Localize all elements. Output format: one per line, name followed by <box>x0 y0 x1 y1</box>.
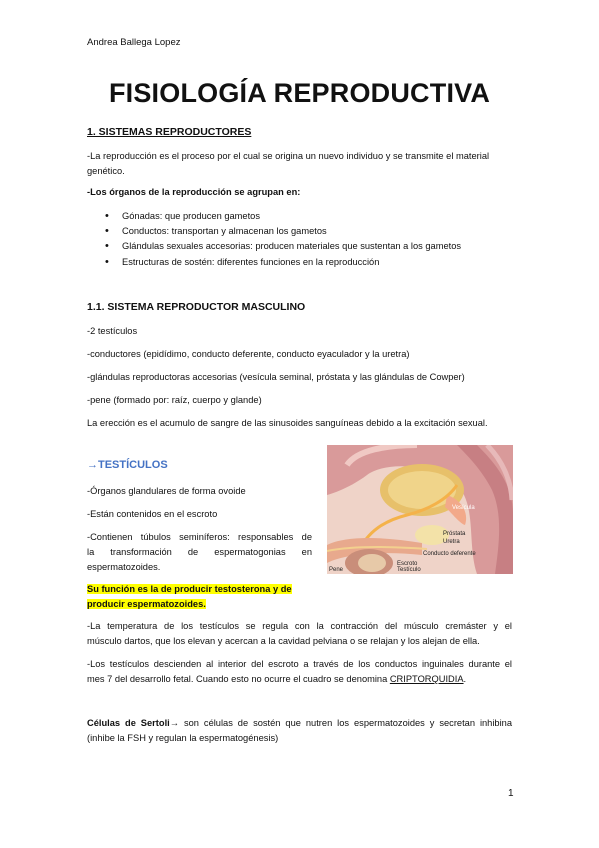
organ-list <box>108 209 461 270</box>
testiculos-heading: →TESTÍCULOS <box>87 459 168 471</box>
section-heading-masculino: 1.1. SISTEMA REPRODUCTOR MASCULINO <box>87 301 306 313</box>
testiculos-p4-l2: músculo dartos, que los elevan y acercan a la cavidad pelviana o se relajan y los alejan de ella. <box>87 636 480 646</box>
sertoli-line-2: (inhibe la FSH y regulan la espermatogénesis) <box>87 733 279 743</box>
highlighted-text: Su función es la de producir testosterona y de <box>87 584 292 594</box>
author-name: Andrea Ballega Lopez <box>87 37 181 48</box>
text-run: . <box>463 674 467 684</box>
testiculos-p1: -Órganos glandulares de forma ovoide <box>87 486 246 496</box>
testiculos-p3-l3: espermatozoides. <box>87 562 161 572</box>
label-escroto: Escroto <box>397 561 418 567</box>
criptorquidia-term: CRIPTORQUIDIA <box>389 674 464 684</box>
label-vesicula: Vesícula <box>452 505 475 511</box>
highlight-line-1 <box>87 582 292 597</box>
page-title: FISIOLOGÍA REPRODUCTIVA <box>108 78 491 108</box>
testiculos-p4-l1: -La temperatura de los testículos se regula con la contracción del músculo cremáster y el <box>87 621 512 631</box>
text-run: son células de sostén que nutren los espermatozoides y secretan inhibina <box>179 718 512 728</box>
testiculos-p3-l2: la transformación de espermatogonias en <box>87 547 312 557</box>
label-conducto-deferente: Conducto deferente <box>423 551 476 557</box>
list-item: • Estructuras de sostén: diferentes funciones en la reproducción <box>108 255 461 270</box>
label-pene: Pene <box>329 567 344 573</box>
label-uretra: Uretra <box>443 539 460 545</box>
testiculos-p2: -Están contenidos en el escroto <box>87 509 218 519</box>
list-item: • Conductos: transportan y almacenan los gametos <box>108 224 461 239</box>
label-testiculo: Testículo <box>397 567 421 573</box>
intro-line-2: genético. <box>87 166 125 176</box>
male-reproductive-illustration <box>327 445 513 574</box>
list-item: • Glándulas sexuales accesorias: producen materiales que sustentan a los gametos <box>108 239 461 254</box>
page-number: 1 <box>508 788 514 799</box>
highlighted-text: producir espermatozoides. <box>87 599 206 609</box>
testiculos-p5-l2 <box>87 672 466 687</box>
list-item: • Gónadas: que producen gametos <box>108 209 461 224</box>
testiculos-p5-l1: -Los testículos descienden al interior del escroto a través de los conductos inguinales durante el <box>87 659 512 669</box>
item-testiculos: -2 testículos <box>87 326 138 336</box>
arrow-icon: → <box>169 718 180 728</box>
item-pene: -pene (formado por: raíz, cuerpo y glande) <box>87 395 262 405</box>
text-run: mes 7 del desarrollo fetal. Cuando esto no ocurre el cuadro se denomina <box>87 674 390 684</box>
sertoli-term: Células de Sertoli <box>87 718 170 728</box>
label-prostata: Próstata <box>443 531 466 537</box>
highlight-line-2 <box>87 597 206 612</box>
item-glandulas: -glándulas reproductoras accesorias (vesícula seminal, próstata y las glándulas de Cowper) <box>87 372 465 382</box>
intro-line-1: -La reproducción es el proceso por el cual se origina un nuevo individuo y se transmite el material <box>87 151 490 161</box>
sertoli-line-1 <box>87 716 512 731</box>
anatomy-drawing <box>327 445 513 574</box>
section-heading-sistemas: 1. SISTEMAS REPRODUCTORES <box>87 126 252 138</box>
item-conductores: -conductores (epidídimo, conducto deferente, conducto eyaculador y la uretra) <box>87 349 410 359</box>
erection-note: La erección es el acumulo de sangre de las sinusoides sanguíneas debido a la excitación sexual. <box>87 418 488 428</box>
organs-heading: -Los órganos de la reproducción se agrupan en: <box>87 187 301 197</box>
testiculos-p3-l1: -Contienen túbulos seminíferos: responsables de <box>87 532 312 542</box>
